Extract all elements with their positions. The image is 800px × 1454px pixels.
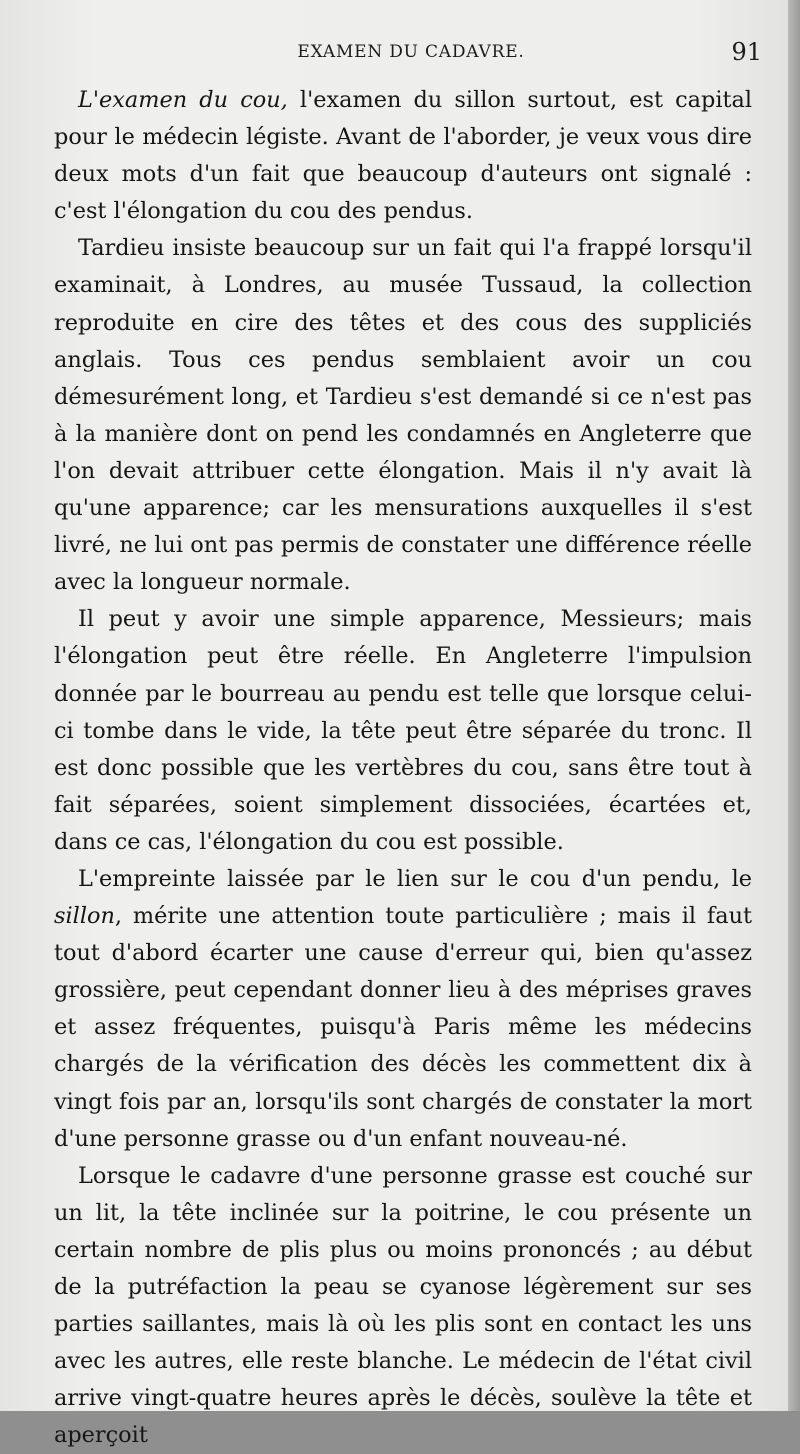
running-header xyxy=(52,38,770,70)
italic-lead: L'examen du cou, xyxy=(78,87,288,113)
page-edge-shadow xyxy=(788,0,800,1411)
running-title: EXAMEN DU CADAVRE. xyxy=(297,42,525,62)
paragraph-text: l'examen du sillon surtout, est capital pour le médecin légiste. Avant de l'aborder, je veux vous dire deux mots d'un fait que beaucoup d'auteurs ont signalé : c'est l'élongation du cou des pendus. xyxy=(54,87,752,225)
paragraph: Il peut y avoir une simple apparence, Messieurs; mais l'élongation peut être réelle. En Angleterre l'impulsion donnée par le bourreau au pendu est telle que lorsque celui-ci tombe dans le vide, la tête peut être séparée du tronc. Il est donc possible que les vertèbres du cou, sans être tout à fait séparées, soient simplement dissociées, écartées et, dans ce cas, l'élongation du cou est possible. xyxy=(54,606,752,855)
body-text xyxy=(54,82,752,1454)
paragraph-text: , mérite une attention toute particulière ; mais il faut tout d'abord écarter une cause d'erreur qui, bien qu'assez grossière, peut cependant donner lieu à des méprises graves et assez fréquentes, puisqu'à Paris même les médecins chargés de la vérification des décès les commettent dix à vingt fois par an, lorsqu'ils sont chargés de constater la mort d'une personne grasse ou d'un enfant nouveau-né. xyxy=(54,903,752,1152)
paragraph: Lorsque le cadavre d'une personne grasse est couché sur un lit, la tête inclinée sur la poitrine, le cou présente un certain nombre de plis plus ou moins prononcés ; au début de la putréfaction la peau se cyanose légèrement sur ses parties saillantes, mais là où les plis sont en contact les uns avec les autres, elle reste blanche. Le médecin de l'état civil arrive vingt-quatre heures après le décès, soulève la tête et aperçoit xyxy=(54,1162,752,1449)
paragraph xyxy=(54,82,752,230)
page-number: 91 xyxy=(731,38,762,66)
paragraph-text: L'empreinte laissée par le lien sur le cou d'un pendu, le xyxy=(78,865,752,892)
italic-term: sillon xyxy=(54,903,115,930)
paragraph xyxy=(54,861,752,1158)
paragraph: Tardieu insiste beaucoup sur un fait qui l'a frappé lorsqu'il examinait, à Londres, au musée Tussaud, la collection reproduite en cire des têtes et des cous des suppliciés anglais. Tous ces pendus semblaient avoir un cou démesurément long, et Tardieu s'est demandé si ce n'est pas à la manière dont on pend les condamnés en Angleterre que l'on devait attribuer cette élongation. Mais il n'y avait là qu'une apparence; car les mensurations auxquelles il s'est livré, ne lui ont pas permis de constater une différence réelle avec la longueur normale. xyxy=(54,235,752,596)
